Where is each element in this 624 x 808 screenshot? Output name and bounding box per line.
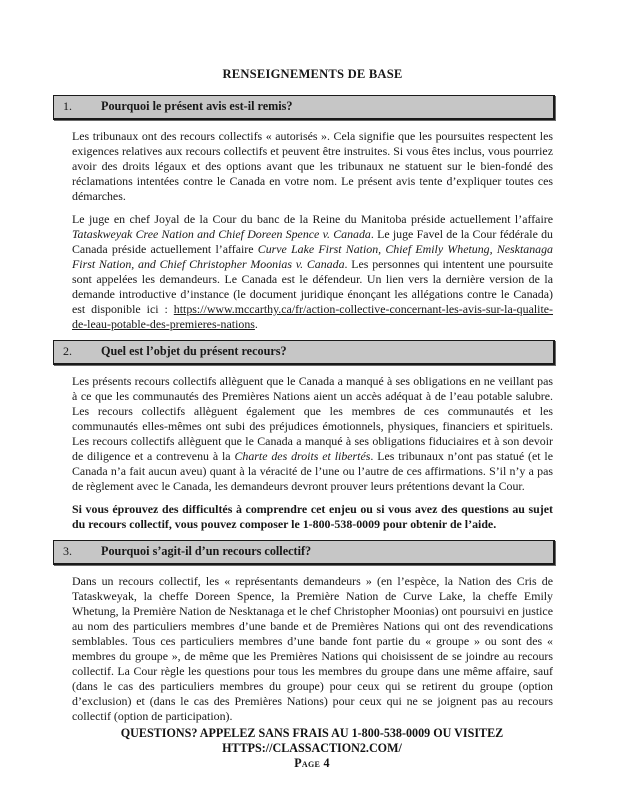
text-segment: Tataskweyak Cree Nation and Chief Doreen Spence v. Canada <box>72 227 371 241</box>
paragraph-judges-and-link <box>72 212 553 332</box>
text-segment: . Les tribunaux n’ont pas statué (et le Canada n’a fait aucun aveu) quant à la véracité de l’une ou l’autre de ces affirmations. S’il n’y a pas de règlement avec le Canada, les demandeurs devront prouver leurs prétentions devant la Cour. <box>72 449 554 493</box>
page-title: RENSEIGNEMENTS DE BASE <box>222 67 403 81</box>
text-segment: Les présents recours collectifs allèguent que le Canada a manqué à ses obligations en ne veillant pas à ce que les communautés des Premières Nations aient un accès adéquat à de l’eau potable salubre. Les recours collectifs allèguent également que les membres de ces communautés et les communautés elles-mêmes ont subi des préjudices émotionnels, physiques, financiers et spirituels. Les recours collectifs allèguent que le Canada a manqué à ses obligations fiduciaires et à son devoir de diligence et a contrevenu à la <box>72 374 553 463</box>
question-3-number: 3. <box>63 544 72 558</box>
question-2-header-bar <box>53 340 555 365</box>
question-2-number: 2. <box>63 344 72 358</box>
question-3-title: Pourquoi s’agit-il d’un recours collectif? <box>101 544 312 558</box>
text-segment: Le juge en chef Joyal de la Cour du banc de la Reine du Manitoba préside actuellement l’affaire <box>72 212 553 226</box>
page-footer <box>0 726 624 772</box>
paragraph-courts-authorized <box>72 129 553 204</box>
text-segment: Dans un recours collectif, les « représentants demandeurs » (en l’espèce, la Nation des Cris de Tataskweyak, la cheffe Doreen Spence, la Première Nation de Curve Lake, la cheffe Emily Whetung, la Première Nation de Nesktanaga et le chef Christopher Moonias) ont poursuivi en justice au nom des particuliers membres d’une bande et de Premières Nations qui ont des revendications semblables. Tous ces particuliers membres d’une bande font partie du « groupe » ou sont des « membres du groupe », de même que les Premières Nations qui choisissent de se joindre au recours collectif. La Cour règle les questions pour tous les membres du groupe dans une même affaire, sauf (dans le cas des particuliers membres du groupe) pour ceux qui se retirent du groupe (option d’exclusion) et (dans le cas des Premières Nations) pour ceux qui ne se joignent pas au recours collectif (option de participation). <box>72 574 553 723</box>
footer-website-line: HTTPS://CLASSACTION2.COM/ <box>222 741 402 756</box>
question-2-title: Quel est l’objet du présent recours? <box>101 344 287 358</box>
footer-page-number: Page 4 <box>294 756 330 771</box>
text-segment: . <box>254 317 258 331</box>
question-1-header-bar <box>53 95 555 120</box>
question-3-header-bar <box>53 540 555 565</box>
section-question-3 <box>63 540 553 724</box>
text-segment: Curve Lake First Nation, Chief Emily Whetung, Nesktanaga First Nation, and Chief Christopher Moonias v. Canada <box>72 242 553 271</box>
footer-questions-line: QUESTIONS? APPELEZ SANS FRAIS AU 1-800-538-0009 OU VISITEZ <box>120 726 504 740</box>
paragraph-allegations <box>72 374 553 494</box>
text-segment: . Le juge Favel de la Cour fédérale du Canada préside actuellement l’affaire <box>72 227 553 256</box>
section-question-2 <box>63 340 554 532</box>
section-question-1 <box>63 95 554 332</box>
hyperlink-mccarthy-url[interactable]: https://www.mccarthy.ca/fr/action-collective-concernant-les-avis-sur-la-qualite-de-leau-potable-des-premieres-nations <box>72 302 553 331</box>
paragraph-help-phone <box>72 502 553 532</box>
text-segment: . Les personnes qui intentent une poursuite sont appelées les demandeurs. Le Canada est le défendeur. Un lien vers la dernière version de la demande introductive d’instance (le document juridique énonçant les allégations contre le Canada) est disponible ici : <box>72 257 554 316</box>
question-1-number: 1. <box>63 99 72 113</box>
text-segment: Si vous éprouvez des difficultés à comprendre cet enjeu ou si vous avez des questions au sujet du recours collectif, vous pouvez composer le 1-800-538-0009 pour obtenir de l’aide. <box>72 502 553 531</box>
paragraph-class-action-explanation <box>72 574 553 724</box>
question-1-title: Pourquoi le présent avis est-il remis? <box>101 99 293 113</box>
text-segment: Les tribunaux ont des recours collectifs « autorisés ». Cela signifie que les poursuites respectent les exigences relatives aux recours collectifs et peuvent être instruites. Si vous êtes inclus, vous pourriez avoir des droits légaux et des options avant que les tribunaux ne statuent sur le bien-fondé des réclamations intentées contre le Canada en votre nom. Le présent avis tente d’expliquer toutes ces démarches. <box>72 129 553 203</box>
text-segment: Charte des droits et libertés <box>234 449 371 463</box>
